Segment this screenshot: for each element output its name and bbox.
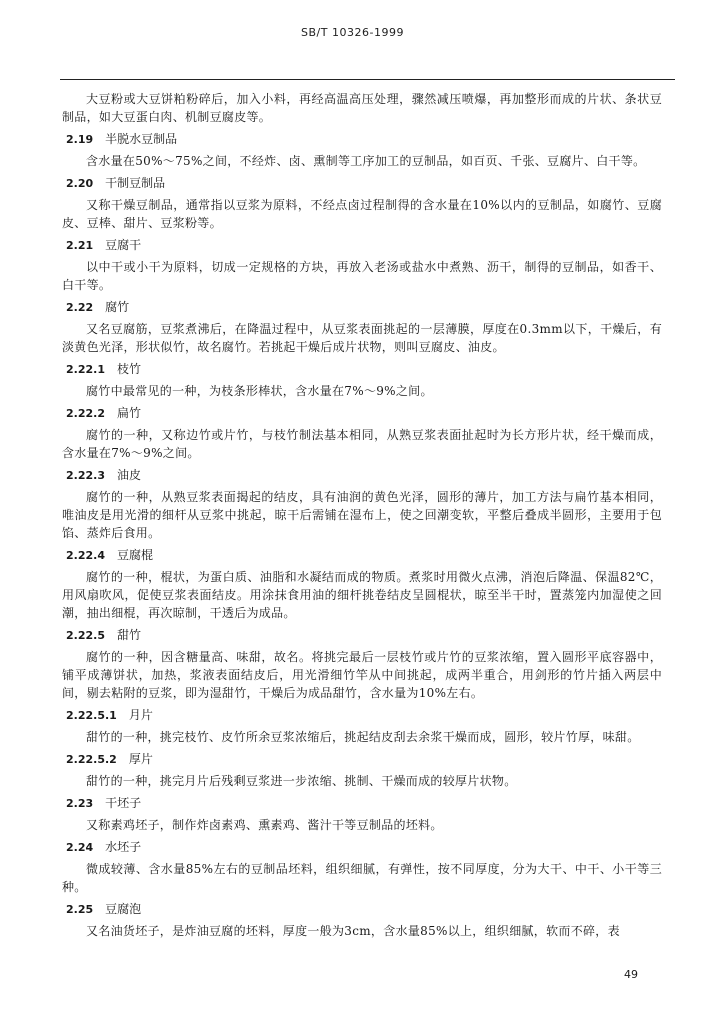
- section-heading: [62, 626, 662, 645]
- section-heading: [62, 360, 662, 379]
- paragraph: 腐竹的一种，因含糖量高、味甜，故名。将挑完最后一层枝竹或片竹的豆浆浓缩，置入圆形平底容器中，铺平成薄饼状，加热，浆液表面结皮后，用光滑细竹竿从中间挑起，成两半重合，用剑形的竹片插入两层中间，剔去粘附的豆浆，即为湿甜竹，干燥后为成品甜竹，含水量为10%左右。: [62, 650, 662, 700]
- section-heading: [62, 236, 662, 255]
- section-number: 2.20: [66, 177, 94, 190]
- section-title: 厚片: [128, 752, 153, 766]
- document-header: SB/T 10326-1999: [301, 26, 404, 39]
- paragraph: 又称素鸡坯子，制作炸卤素鸡、熏素鸡、酱汁干等豆制品的坯料。: [86, 818, 443, 832]
- section-title: 月片: [128, 708, 153, 722]
- section-heading: [62, 706, 662, 725]
- section-number: 2.24: [66, 841, 94, 854]
- section-number: 2.22: [66, 301, 94, 314]
- section-number: 2.21: [66, 239, 94, 252]
- section-heading: [62, 794, 662, 813]
- section-title: 扁竹: [116, 406, 141, 420]
- section-title: 干坯子: [105, 796, 142, 810]
- paragraph: 甜竹的一种，挑完月片后残剩豆浆进一步浓缩、挑制、干燥而成的较厚片状物。: [86, 774, 517, 788]
- header-rule: [60, 79, 675, 80]
- paragraph: 又名油货坯子，是炸油豆腐的坯料，厚度一般为3cm，含水量85%以上，组织细腻，软而不碎，表: [86, 924, 620, 938]
- paragraph: 甜竹的一种，挑完枝竹、皮竹所余豆浆浓缩后，挑起结皮刮去余浆干燥而成，圆形，较片竹厚，味甜。: [86, 730, 640, 744]
- section-number: 2.22.3: [66, 469, 105, 482]
- section-title: 甜竹: [116, 628, 141, 642]
- paragraph: 腐竹中最常见的一种，为枝条形棒状，含水量在7%～9%之间。: [86, 384, 433, 398]
- section-title: 油皮: [116, 468, 141, 482]
- section-title: 半脱水豆制品: [105, 132, 178, 146]
- section-title: 腐竹: [105, 300, 130, 314]
- section-title: 豆腐干: [105, 238, 142, 252]
- section-heading: [62, 174, 662, 193]
- paragraph: 微成较薄、含水量85%左右的豆制品坯料，组织细腻，有弹性，按不同厚度，分为大干、中干、小干等三种。: [62, 862, 662, 894]
- section-number: 2.22.2: [66, 407, 105, 420]
- section-number: 2.22.5.1: [66, 709, 117, 722]
- section-title: 水坯子: [105, 840, 142, 854]
- section-number: 2.22.5.2: [66, 753, 117, 766]
- section-title: 枝竹: [116, 362, 141, 376]
- page-number: 49: [624, 968, 638, 981]
- section-number: 2.23: [66, 797, 94, 810]
- section-title: 干制豆制品: [105, 176, 166, 190]
- section-heading: [62, 838, 662, 857]
- paragraph: 腐竹的一种，棍状，为蛋白质、油脂和水凝结而成的物质。煮浆时用微火点沸，消泡后降温、保温82℃，用风扇吹风，促使豆浆表面结皮。用涂抹食用油的细杆挑卷结皮呈圆棍状，晾至半干时，置蒸笼内加湿使之回潮，抽出细棍，再次晾制，干透后为成品。: [62, 570, 662, 620]
- section-heading: [62, 900, 662, 919]
- paragraph: 腐竹的一种，从熟豆浆表面揭起的结皮，具有油润的黄色光泽，圆形的薄片，加工方法与扁竹基本相同，唯油皮是用光滑的细杆从豆浆中挑起，晾干后需铺在湿布上，使之回潮变软，平整后叠成半圆形，主要用于包馅、蒸炸后食用。: [62, 490, 662, 540]
- section-heading: [62, 404, 662, 423]
- paragraph: 以中干或小干为原料，切成一定规格的方块，再放入老汤或盐水中煮熟、沥干，制得的豆制品，如香干、白干等。: [62, 260, 662, 292]
- section-number: 2.19: [66, 133, 94, 146]
- section-number: 2.22.5: [66, 629, 105, 642]
- section-heading: [62, 298, 662, 317]
- paragraph: 大豆粉或大豆饼粕粉碎后，加入小料，再经高温高压处理，骤然减压喷爆，再加整形而成的片状、条状豆制品，如大豆蛋白肉、机制豆腐皮等。: [62, 92, 662, 124]
- section-heading: [62, 130, 662, 149]
- paragraph: 又称干燥豆制品，通常指以豆浆为原料，不经点卤过程制得的含水量在10%以内的豆制品，如腐竹、豆腐皮、豆棒、甜片、豆浆粉等。: [62, 198, 662, 230]
- section-number: 2.22.4: [66, 549, 105, 562]
- paragraph: 又名豆腐筋，豆浆煮沸后，在降温过程中，从豆浆表面挑起的一层薄膜，厚度在0.3mm以下，干燥后，有淡黄色光泽，形状似竹，故名腐竹。若挑起干燥后成片状物，则叫豆腐皮、油皮。: [62, 322, 662, 354]
- section-title: 豆腐泡: [105, 902, 142, 916]
- section-heading: [62, 466, 662, 485]
- section-heading: [62, 546, 662, 565]
- section-heading: [62, 750, 662, 769]
- paragraph: 腐竹的一种，又称边竹或片竹，与枝竹制法基本相同，从熟豆浆表面扯起时为长方形片状，经干燥而成，含水量在7%～9%之间。: [62, 428, 662, 460]
- section-title: 豆腐棍: [116, 548, 153, 562]
- section-number: 2.22.1: [66, 363, 105, 376]
- document-body: [62, 90, 662, 940]
- paragraph: 含水量在50%～75%之间，不经炸、卤、熏制等工序加工的豆制品，如百页、千张、豆腐片、白干等。: [86, 154, 646, 168]
- section-number: 2.25: [66, 903, 94, 916]
